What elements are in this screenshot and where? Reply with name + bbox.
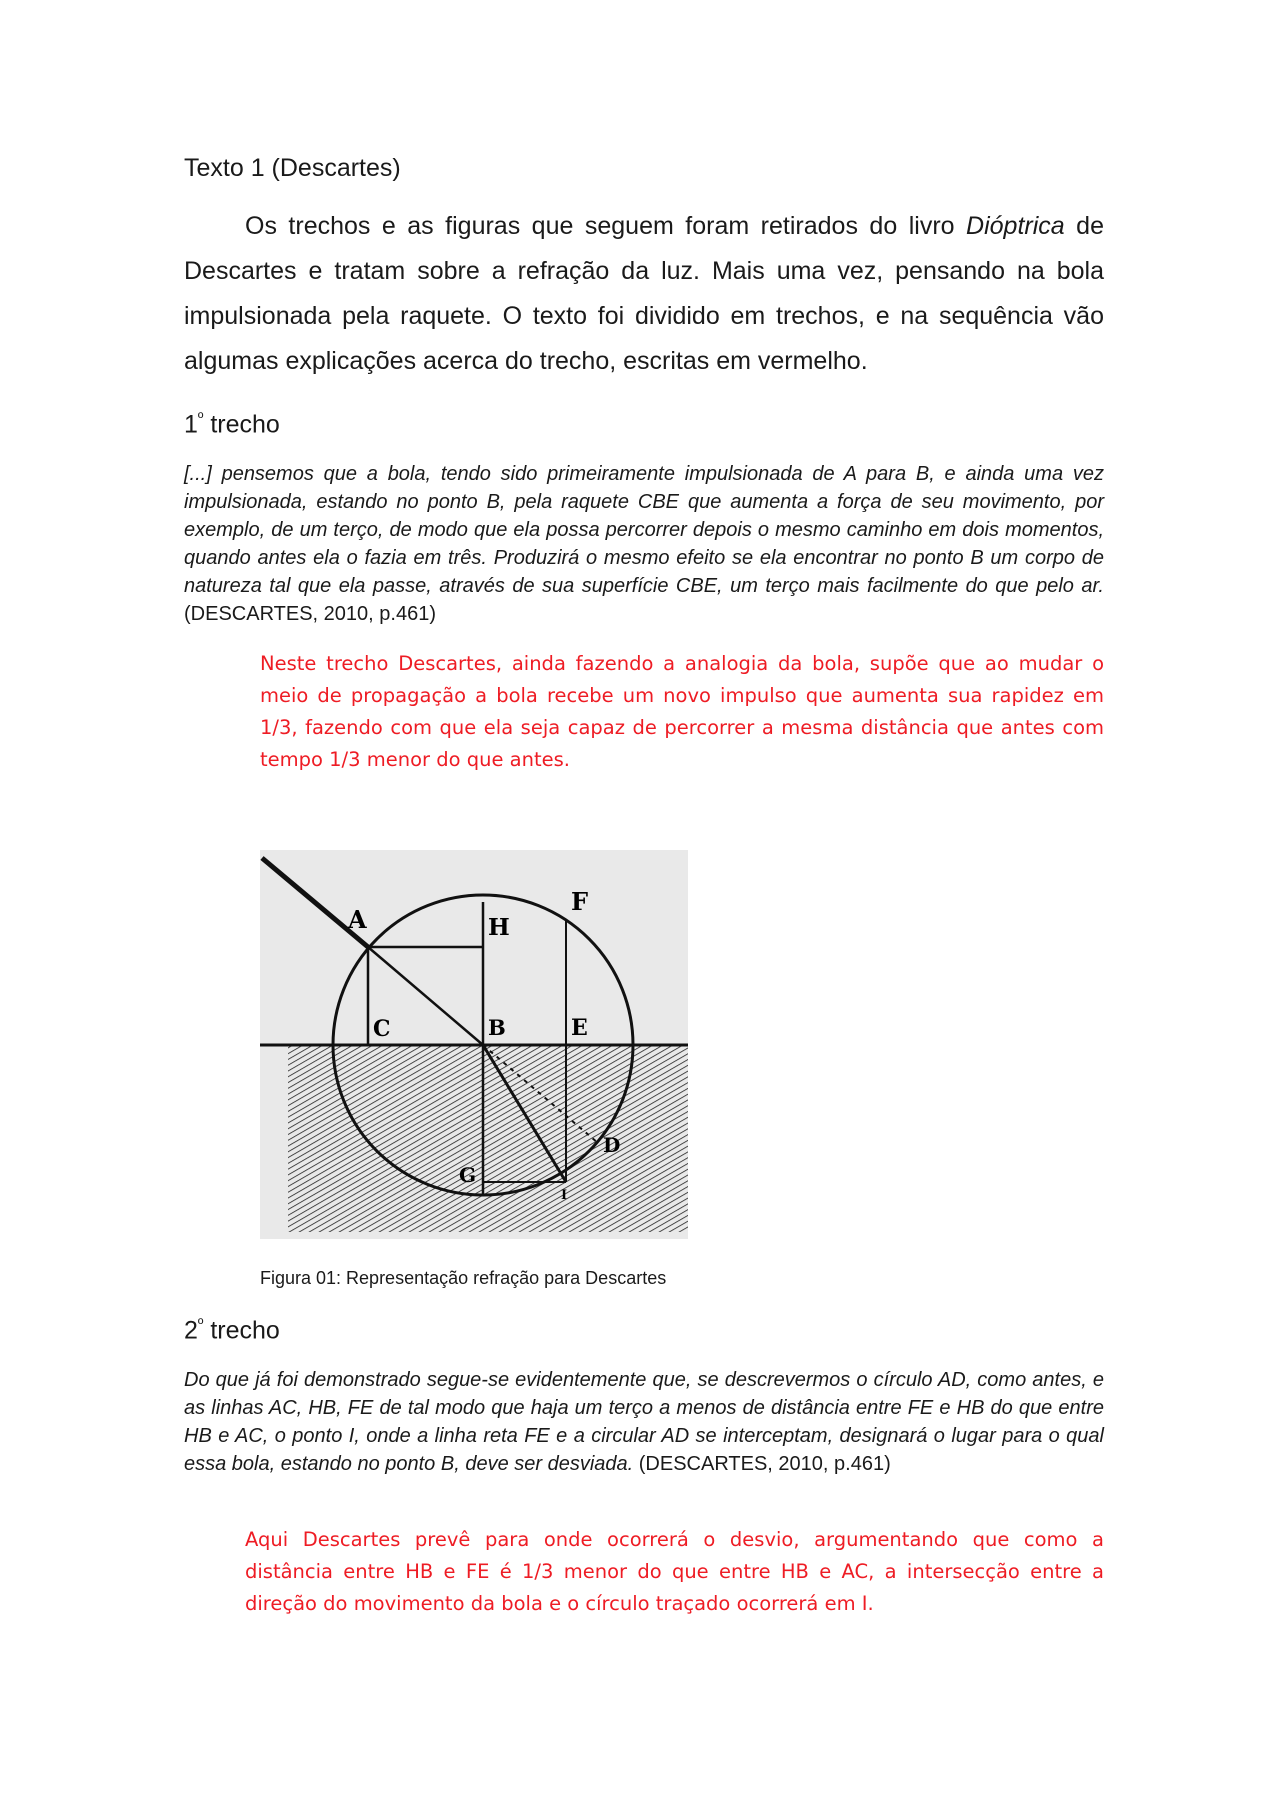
label-i: I bbox=[561, 1188, 568, 1203]
trecho2-word: trecho bbox=[203, 1316, 280, 1345]
label-c: C bbox=[373, 1016, 391, 1042]
book-title: Dióptrica bbox=[966, 212, 1065, 240]
section-title: Texto 1 (Descartes) bbox=[184, 154, 401, 182]
trecho1-ordinal: º bbox=[197, 410, 204, 427]
figure-caption: Figura 01: Representação refração para Descartes bbox=[260, 1268, 667, 1288]
label-e: E bbox=[571, 1015, 588, 1041]
trecho1-note: Neste trecho Descartes, ainda fazendo a analogia da bola, supõe que ao mudar o meio de propagação a bola recebe um novo impulso que aumenta sua rapidez em 1/3, fazendo com que ela seja capaz de percorrer a mesma distância que antes com tempo 1/3 menor do que antes. bbox=[260, 652, 1104, 771]
trecho2-heading bbox=[184, 1309, 1104, 1346]
intro-paragraph bbox=[184, 204, 1104, 384]
trecho2-quote bbox=[184, 1366, 1104, 1478]
label-d: D bbox=[603, 1133, 621, 1157]
trecho1-citation: (DESCARTES, 2010, p.461) bbox=[184, 603, 436, 625]
trecho1-word: trecho bbox=[203, 410, 280, 439]
label-g: G bbox=[459, 1163, 477, 1187]
trecho1-quote bbox=[184, 460, 1104, 628]
trecho1-number: 1 bbox=[184, 410, 198, 439]
trecho2-citation: (DESCARTES, 2010, p.461) bbox=[633, 1453, 891, 1475]
label-f: F bbox=[571, 887, 589, 916]
intro-text-after: de Descartes e tratam sobre a refração da luz. Mais uma vez, pensando na bola impulsionada pela raquete. O texto foi dividido em trechos, e na sequência vão algumas explicações acerca do trecho, escritas em vermelho. bbox=[184, 212, 1104, 375]
trecho2-note: Aqui Descartes prevê para onde ocorrerá o desvio, argumentando que como a distância entre HB e FE é 1/3 menor do que entre HB e AC, a intersecção entre a direção do movimento da bola e o círculo traçado ocorrerá em I. bbox=[245, 1528, 1104, 1615]
hatched-medium bbox=[288, 1046, 688, 1232]
label-b: B bbox=[488, 1015, 506, 1040]
refraction-figure bbox=[260, 850, 688, 1239]
trecho2-number: 2 bbox=[184, 1316, 198, 1345]
intro-text-before: Os trechos e as figuras que seguem foram retirados do livro bbox=[245, 212, 967, 240]
label-a: A bbox=[348, 905, 367, 934]
trecho2-quote-text: Do que já foi demonstrado segue-se evidentemente que, se descrevermos o círculo AD, como antes, e as linhas AC, HB, FE de tal modo que haja um terço a menos de distância entre FE e HB do que entre HB e AC, o ponto I, onde a linha reta FE e a circular AD se interceptam, designará o lugar para o qual essa bola, estando no ponto B, deve ser desviada. bbox=[184, 1369, 1104, 1475]
label-h: H bbox=[488, 914, 510, 941]
trecho1-heading bbox=[184, 403, 1104, 440]
refraction-diagram bbox=[260, 850, 688, 1239]
trecho2-ordinal: º bbox=[197, 1316, 204, 1333]
trecho1-quote-text: [...] pensemos que a bola, tendo sido primeiramente impulsionada de A para B, e ainda uma vez impulsionada, estando no ponto B, pela raquete CBE que aumenta a força de seu movimento, por exemplo, de um terço, de modo que ela possa percorrer depois o mesmo caminho em dois momentos, quando antes ela o fazia em três. Produzirá o mesmo efeito se ela encontrar no ponto B um corpo de natureza tal que ela passe, através de sua superfície CBE, um terço mais facilmente do que pelo ar. bbox=[184, 463, 1104, 597]
